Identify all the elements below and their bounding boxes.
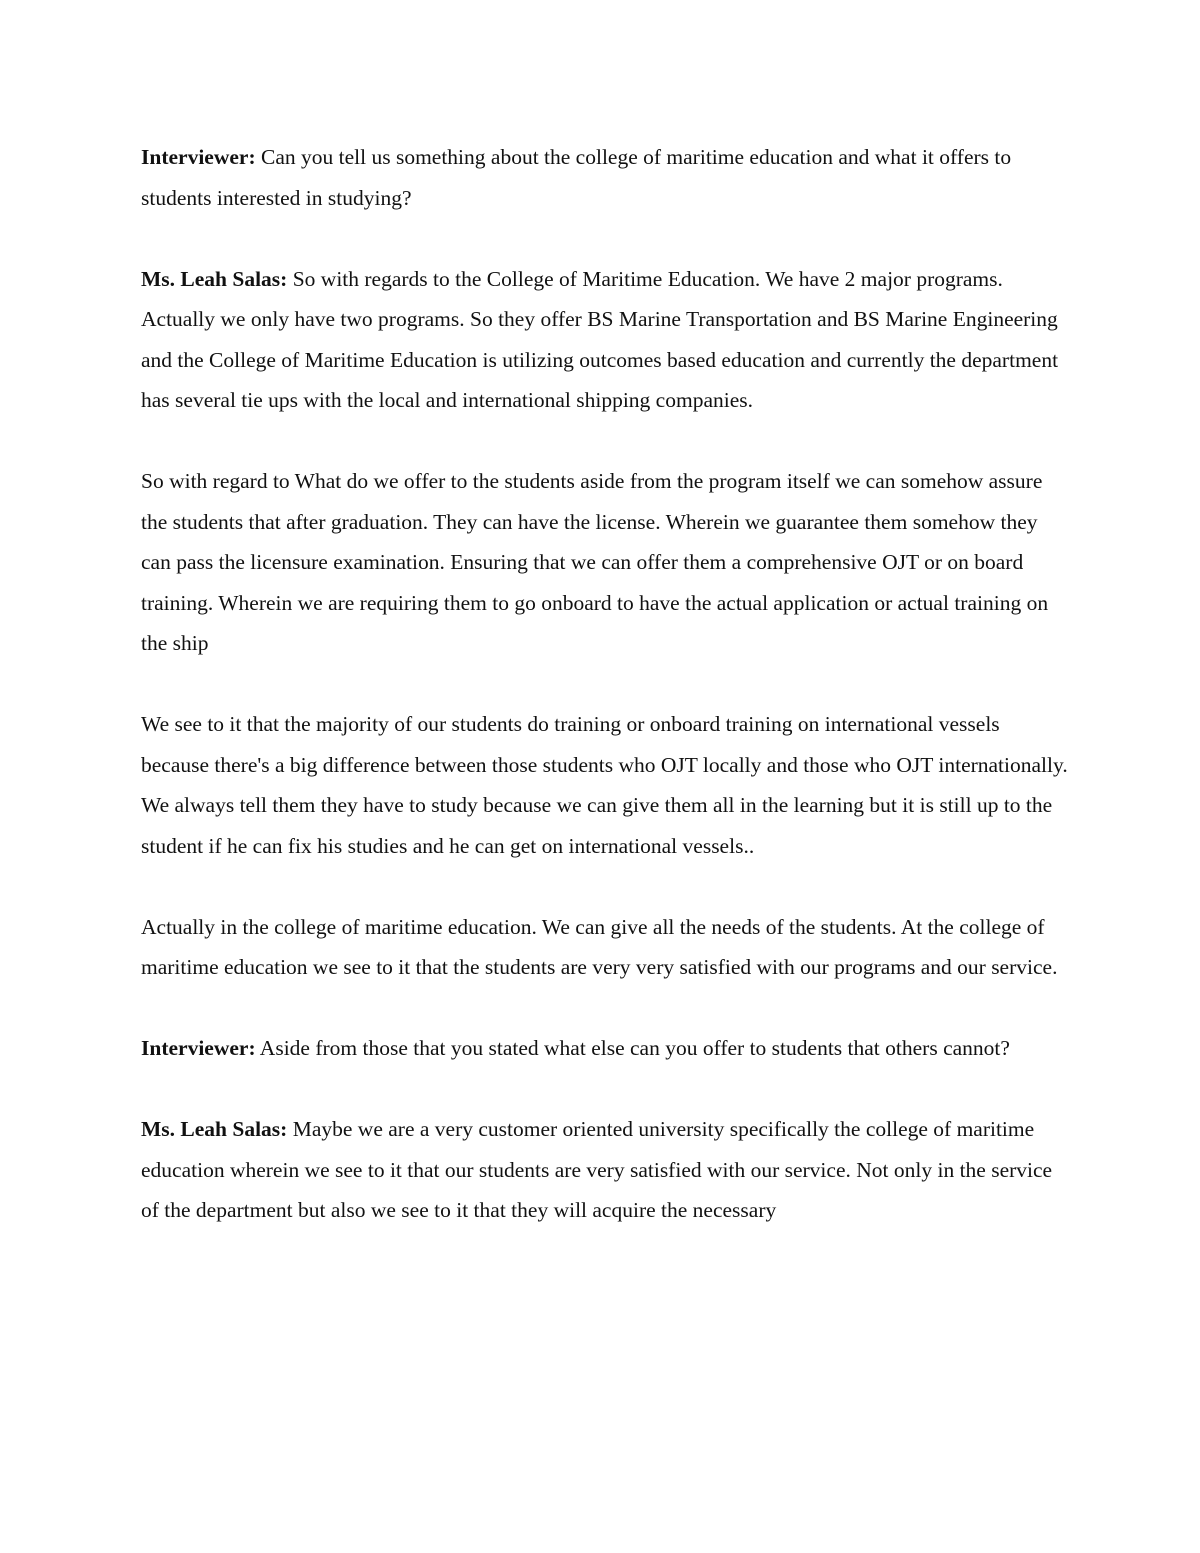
paragraph-salas-answer-3 bbox=[141, 704, 1071, 866]
paragraph-interviewer-question-1 bbox=[141, 137, 1071, 218]
paragraph-interviewer-question-2 bbox=[141, 1028, 1071, 1069]
paragraph-salas-answer-4 bbox=[141, 907, 1071, 988]
speaker-label: Interviewer: bbox=[141, 1036, 256, 1060]
paragraph-text: We see to it that the majority of our students do training or onboard training on international vessels because there's a big difference between those students who OJT locally and those who OJT internationally. We always tell them they have to study because we can give them all in the learning but it is still up to the student if he can fix his studies and he can get on international vessels.. bbox=[141, 712, 1068, 858]
paragraph-text: Actually in the college of maritime education. We can give all the needs of the students. At the college of maritime education we see to it that the students are very very satisfied with our programs and our service. bbox=[141, 914, 1058, 979]
speaker-label: Ms. Leah Salas: bbox=[141, 1117, 288, 1141]
document-page bbox=[141, 137, 1071, 1271]
paragraph-text: So with regard to What do we offer to the students aside from the program itself we can somehow assure the students that after graduation. They can have the license. Wherein we guarantee them somehow they can pass the licensure examination. Ensuring that we can offer them a comprehensive OJT or on board training. Wherein we are requiring them to go onboard to have the actual application or actual training on the ship bbox=[141, 469, 1049, 655]
speaker-label: Ms. Leah Salas: bbox=[141, 266, 288, 291]
paragraph-salas-answer-1 bbox=[141, 259, 1071, 421]
paragraph-text: So with regards to the College of Maritime Education. We have 2 major programs. Actually we only have two programs. So they offer BS Marine Transportation and BS Marine Engineering and the College of Maritime Education is utilizing outcomes based education and currently the department has several tie ups with the local and international shipping companies. bbox=[141, 266, 1059, 412]
paragraph-salas-answer-5 bbox=[141, 1109, 1071, 1231]
paragraph-text: Maybe we are a very customer oriented university specifically the college of maritime education wherein we see to it that our students are very satisfied with our service. Not only in the service of the department but also we see to it that they will acquire the necessary bbox=[141, 1117, 1053, 1222]
paragraph-salas-answer-2 bbox=[141, 461, 1071, 664]
paragraph-text: Aside from those that you stated what else can you offer to students that others cannot? bbox=[255, 1036, 1010, 1060]
speaker-label: Interviewer: bbox=[141, 145, 256, 169]
paragraph-text: Can you tell us something about the college of maritime education and what it offers to students interested in studying? bbox=[141, 145, 1012, 210]
